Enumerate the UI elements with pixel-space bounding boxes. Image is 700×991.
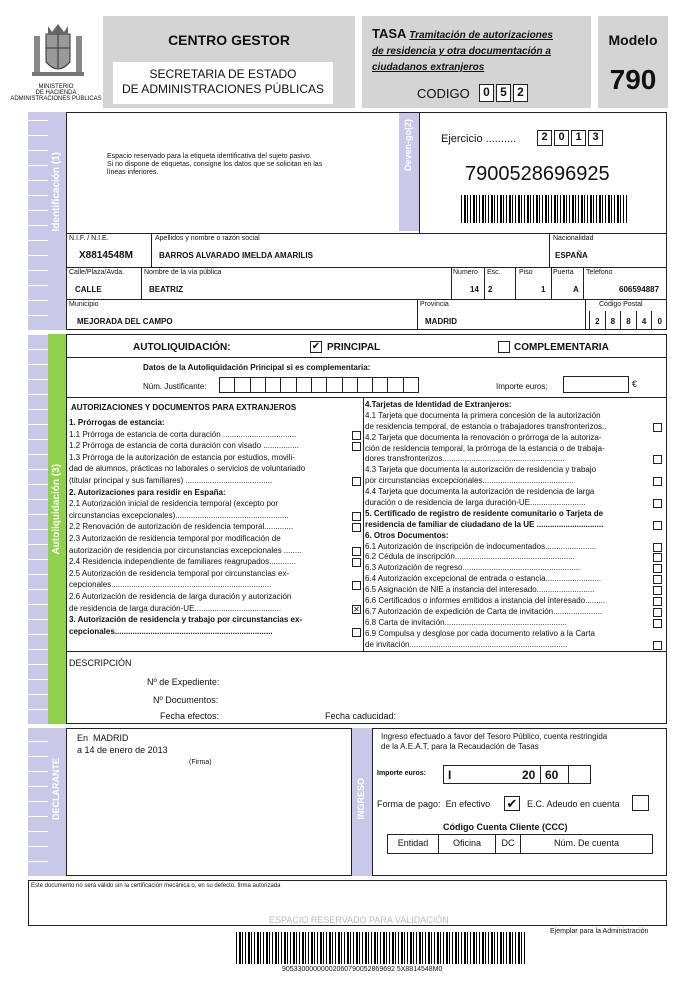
via-label: Nombre de la vía pública xyxy=(144,269,222,276)
ejercicio-label: Ejercicio .......... xyxy=(441,133,517,145)
justificante-number: 7900528696925 xyxy=(465,163,610,185)
item-checkbox[interactable] xyxy=(653,575,662,584)
item-label: duración o de residencia de larga duración-UE......................... xyxy=(365,498,586,508)
item-row xyxy=(365,497,664,508)
item-row xyxy=(69,568,363,580)
item-label: 6.2 Cédula de inscripción...................................................... xyxy=(365,552,575,562)
item-row xyxy=(69,475,363,487)
piso-value[interactable]: 1 xyxy=(541,285,546,294)
puerta-value[interactable]: A xyxy=(573,285,579,294)
ejercicio-digit: 2 xyxy=(537,130,552,146)
item-checkbox[interactable] xyxy=(352,558,361,567)
importe-complementaria-label: Importe euros: xyxy=(496,382,548,391)
item-label: 6.5 Asignación de NIE a instancia del interesado.......................... xyxy=(365,585,595,595)
tasa-panel xyxy=(362,16,591,108)
modelo-label: Modelo xyxy=(608,32,658,48)
item-label: 4.3 Tarjeta que documenta la autorización de residencia y trabajo xyxy=(365,465,597,475)
telefono-label: Teléfono xyxy=(586,269,613,276)
item-row xyxy=(365,639,664,650)
validez-note: Este documento no será válido sin la certificación mecánica o, en su defecto, firma autorizada xyxy=(31,883,281,889)
coat-of-arms-logo xyxy=(28,22,88,84)
centro-gestor-title: CENTRO GESTOR xyxy=(168,32,290,48)
item-label: 6.7 Autorización de expedición de Carta de invitación...................... xyxy=(365,606,603,616)
tasa-description: TASA Tramitación de autorizaciones de residencia y otra documentación a ciudadanos extranjeros xyxy=(372,26,553,73)
nombre-label: Apellidos y nombre o razón social xyxy=(155,235,260,242)
devengo-strip: Deven-go(2) xyxy=(399,113,419,231)
item-row xyxy=(69,487,363,499)
fecha-efectos-label: Fecha efectos: xyxy=(160,711,220,721)
label-note: Espacio reservado para la etiqueta identificativa del sujeto pasivo. Si no dispone de etiquetas, consigne los datos que se solicitan en las líneas inferiores. xyxy=(107,153,323,176)
item-label: por circunstancias excepcionales......................................... xyxy=(365,476,574,486)
item-row xyxy=(365,606,664,617)
item-label: 6.1 Autorización de inscripción de indocumentados....................... xyxy=(365,541,597,551)
numero-label: Numero xyxy=(453,269,478,276)
calle-value[interactable]: CALLE xyxy=(75,285,102,294)
item-row xyxy=(365,399,664,410)
adeudo-label: E.C. Adeudo en cuenta xyxy=(527,799,620,809)
item-checkbox[interactable] xyxy=(352,431,361,440)
validacion-label: ESPACIO RESERVADO PARA VALIDACIÓN xyxy=(269,915,449,925)
nif-label: N.I.F. / N.I.E. xyxy=(69,235,109,242)
autoliquidacion-strip: Autoliquidación (3) xyxy=(48,334,66,724)
declarante-fecha: a 14 de enero de 2013 xyxy=(77,745,168,755)
provincia-label: Provincia xyxy=(420,301,449,308)
item-row xyxy=(69,556,363,568)
ingreso-importe-field[interactable]: I 20 60 xyxy=(443,765,591,784)
telefono-value[interactable]: 606594887 xyxy=(619,285,660,294)
item-row xyxy=(365,551,664,562)
item-row xyxy=(69,452,363,464)
item-checkbox[interactable] xyxy=(653,553,662,562)
item-checkbox[interactable] xyxy=(352,523,361,532)
seal-strip xyxy=(28,728,48,876)
item-checkbox[interactable] xyxy=(352,581,361,590)
esc-value[interactable]: 2 xyxy=(488,285,493,294)
item-label: dad de alumnos, prácticas no laborales o servicios de voluntariado xyxy=(69,464,306,474)
item-row xyxy=(365,595,664,606)
autoliquidacion-section xyxy=(66,334,667,724)
item-label: 4.Tarjetas de Identidad de Extranjeros: xyxy=(365,400,512,409)
calle-label: Calle/Plaza/Avda. xyxy=(69,269,125,276)
item-checkbox[interactable] xyxy=(653,521,662,530)
item-row xyxy=(69,591,363,603)
item-label: 2.3 Autorización de residencia temporal por modificación de xyxy=(69,533,281,543)
municipio-value[interactable]: MEJORADA DEL CAMPO xyxy=(77,317,173,326)
right-items-list xyxy=(365,399,664,649)
item-row xyxy=(365,475,664,486)
item-row xyxy=(69,545,363,557)
codigo-digit: 2 xyxy=(513,84,528,102)
identificacion-strip: Identificación (1) xyxy=(48,112,66,330)
item-label: 4.4 Tarjeta que documenta la autorización de residencia de larga xyxy=(365,487,595,497)
identificacion-section xyxy=(66,112,667,330)
item-row xyxy=(69,614,363,626)
ingreso-note: Ingreso efectuado a favor del Tesoro Público, cuenta restringida de la A.E.A.T, para la Recaudación de Tasas xyxy=(381,732,608,751)
item-label: de residencia de larga duración-UE....................................... xyxy=(69,603,282,613)
item-row xyxy=(365,486,664,497)
left-heading: AUTORIZACIONES Y DOCUMENTOS PARA EXTRANJEROS xyxy=(71,403,297,412)
item-checkbox[interactable] xyxy=(352,477,361,486)
validacion-section xyxy=(28,880,667,926)
item-row xyxy=(365,541,664,552)
nif-value[interactable]: X8814548M xyxy=(79,250,133,261)
centro-gestor-value: SECRETARIA DE ESTADO DE ADMINISTRACIONES PÚBLICAS xyxy=(113,62,333,104)
item-row xyxy=(365,530,664,541)
barcode-number: 90533000000002060790052869692 5X8814548M0 xyxy=(282,966,443,973)
item-checkbox[interactable] xyxy=(653,641,662,650)
item-row xyxy=(69,533,363,545)
complementaria-label: COMPLEMENTARIA xyxy=(514,342,609,353)
item-label: 1.2 Prórroga de estancia de corta duración con visado ................ xyxy=(69,441,299,451)
datos-complementaria-label: Datos de la Autoliquidación Principal si es complementaria: xyxy=(143,363,371,372)
item-checkbox[interactable] xyxy=(653,564,662,573)
item-row xyxy=(365,464,664,475)
item-label: 6.9 Compulsa y desglose por cada documento relativo a la Carta xyxy=(365,628,595,638)
via-value[interactable]: BEATRIZ xyxy=(149,285,184,294)
item-row xyxy=(365,573,664,584)
num-justificante-input[interactable] xyxy=(219,377,419,393)
left-items-list xyxy=(69,417,363,637)
ministerio-label: MINISTERIO DE HACIENDA ADMINISTRACIONES PÚBLICAS xyxy=(10,84,102,102)
documentos-label: Nº Documentos: xyxy=(153,695,219,705)
modelo-number: 790 xyxy=(609,64,657,95)
codigo-digit: 5 xyxy=(496,84,511,102)
item-row xyxy=(69,579,363,591)
euro-symbol: € xyxy=(632,379,638,389)
ejercicio-digit: 0 xyxy=(554,130,569,146)
ingreso-strip: INGRESO xyxy=(352,728,372,876)
item-checkbox[interactable] xyxy=(352,512,361,521)
descripcion-label: DESCRIPCIÓN xyxy=(69,658,132,668)
item-row xyxy=(365,584,664,595)
item-checkbox[interactable] xyxy=(653,608,662,617)
item-row xyxy=(69,498,363,510)
importe-complementaria-input[interactable] xyxy=(563,376,629,393)
item-checkbox[interactable] xyxy=(653,597,662,606)
item-checkbox[interactable] xyxy=(352,547,361,556)
seal-strip xyxy=(28,334,48,724)
ingreso-importe-label: Importe euros: xyxy=(377,770,427,777)
item-row xyxy=(69,521,363,533)
ingreso-section xyxy=(372,728,667,876)
complementaria-checkbox[interactable] xyxy=(498,341,510,353)
esc-label: Esc. xyxy=(487,269,501,276)
item-checkbox[interactable]: ✕ xyxy=(353,604,360,614)
adeudo-checkbox[interactable] xyxy=(632,795,649,811)
puerta-label: Puerta xyxy=(553,269,574,276)
declarante-strip: DECLARANTE xyxy=(48,728,66,876)
item-row xyxy=(69,626,363,638)
provincia-value[interactable]: MADRID xyxy=(425,317,457,326)
num-justificante-label: Núm. Justificante: xyxy=(143,382,207,391)
item-row xyxy=(69,417,363,429)
item-label: residencia de familiar de ciudadano de la UE .............................. xyxy=(365,519,604,529)
item-label: 6.6 Certificados o informes emitidos a instancia del interesado......... xyxy=(365,596,606,606)
item-row xyxy=(365,562,664,573)
centro-gestor-panel xyxy=(103,16,355,108)
declarante-section xyxy=(66,728,352,876)
item-checkbox[interactable] xyxy=(653,543,662,552)
item-label: 6.4 Autorización excepcional de entrada o estancia......................... xyxy=(365,574,602,584)
item-row xyxy=(365,453,664,464)
item-checkbox[interactable] xyxy=(653,477,662,486)
item-label: 6.3 Autorización de regreso..................................................... xyxy=(365,563,581,573)
piso-label: Piso xyxy=(519,269,533,276)
codigo-label: CODIGO xyxy=(417,86,470,101)
item-row xyxy=(365,519,664,530)
forma-pago-label: Forma de pago: En efectivo xyxy=(377,799,491,809)
item-label: 1. Prórrogas de estancia: xyxy=(69,418,165,427)
item-row xyxy=(69,440,363,452)
item-label: 6.8 Carta de invitación....................................................... xyxy=(365,617,567,627)
nacionalidad-value[interactable]: ESPAÑA xyxy=(555,251,588,260)
item-label: 6. Otros Documentos: xyxy=(365,530,449,540)
ejercicio-digit: 3 xyxy=(588,130,603,146)
item-checkbox[interactable] xyxy=(653,586,662,595)
item-label: 2.4 Residencia independiente de familiares reagrupados............ xyxy=(69,557,296,567)
municipio-label: Municipio xyxy=(69,301,99,308)
principal-label: PRINCIPAL xyxy=(327,342,381,353)
item-checkbox[interactable] xyxy=(352,628,361,637)
item-checkbox[interactable] xyxy=(653,619,662,628)
ejemplar-label: Ejemplar para la Administración xyxy=(550,928,649,935)
cp-label: Código Postal xyxy=(599,301,643,308)
item-label: cepcionales........................................................................ xyxy=(69,580,272,590)
cp-digits[interactable]: 2 8 8 4 0 xyxy=(589,311,667,329)
item-checkbox[interactable] xyxy=(653,499,662,508)
item-label: 2.1 Autorización inicial de residencia temporal (excepto por xyxy=(69,499,279,509)
nacionalidad-label: Nacionalidad xyxy=(553,235,594,242)
autoliquidacion-title: AUTOLIQUIDACIÓN: xyxy=(133,342,231,353)
item-label: 3. Autorización de residencia y trabajo por circunstancias ex- xyxy=(69,615,303,625)
item-label: 2.5 Autorización de residencia temporal por circunstancias ex- xyxy=(69,568,290,578)
codigo-digit: 0 xyxy=(479,84,494,102)
declarante-ciudad: En MADRID xyxy=(77,733,129,743)
item-checkbox[interactable] xyxy=(352,442,361,451)
item-row xyxy=(69,429,363,441)
item-label: 2.6 Autorización de residencia de larga duración y autorización xyxy=(69,591,292,601)
item-row xyxy=(365,443,664,454)
coat-of-arms-icon xyxy=(28,22,88,84)
footer-barcode xyxy=(236,932,526,964)
modelo-panel xyxy=(598,16,668,108)
ccc-table[interactable]: Entidad Oficina DC Núm. De cuenta xyxy=(387,834,653,854)
item-checkbox[interactable] xyxy=(653,455,662,464)
item-label: 4.1 Tarjeta que documenta la primera concesión de la autorización xyxy=(365,410,601,420)
item-label: (titular principal y sus familiares) ....................................... xyxy=(69,475,273,485)
item-label: ción de residencia temporal, la prórroga de la estancia o de trabaja- xyxy=(365,443,605,453)
numero-value[interactable]: 14 xyxy=(470,285,479,294)
item-checkbox[interactable] xyxy=(653,423,662,432)
item-row xyxy=(365,628,664,639)
fecha-caducidad-label: Fecha caducidad: xyxy=(325,711,397,721)
item-row xyxy=(69,510,363,522)
item-label: de residencia temporal, de estancia o trabajadores transfronterizos.. xyxy=(365,421,607,431)
item-row xyxy=(69,463,363,475)
item-label: 2. Autorizaciones para residir en España: xyxy=(69,487,226,497)
nombre-value[interactable]: BARROS ALVARADO IMELDA AMARILIS xyxy=(159,251,313,260)
item-label: dores transfronterizos....................................................... xyxy=(365,454,565,464)
item-label: autorización de residencia por circunstancias excepcionales ........ xyxy=(69,545,302,555)
item-row xyxy=(365,508,664,519)
item-row xyxy=(365,410,664,421)
justificante-barcode xyxy=(461,195,627,223)
item-row xyxy=(365,617,664,628)
item-row xyxy=(365,432,664,443)
item-label: circunstancias excepcionales)................................................... xyxy=(69,510,289,520)
principal-checkbox[interactable]: ✔ xyxy=(311,341,321,352)
seal-strip xyxy=(28,112,48,330)
item-label: 5. Certificado de registro de residente comunitario o Tarjeta de xyxy=(365,508,604,518)
item-label: 1.1 Prórroga de estancia de corta duración ................................. xyxy=(69,429,297,439)
expediente-label: Nº de Expediente: xyxy=(147,677,220,687)
firma-label: (Firma) xyxy=(189,759,212,766)
item-label: cepcionales....................................................................... xyxy=(69,626,273,636)
ccc-title: Código Cuenta Cliente (CCC) xyxy=(443,822,568,832)
item-row xyxy=(69,603,363,615)
ejercicio-digit: 1 xyxy=(571,130,586,146)
item-label: 1.3 Prórroga de la autorización de estancia por estudios, movili- xyxy=(69,452,295,462)
efectivo-checkbox[interactable]: ✔ xyxy=(504,796,520,811)
item-label: de invitación....................................................................... xyxy=(365,639,568,649)
item-label: 4.2 Tarjeta que documenta la renovación o prórroga de la autoriza- xyxy=(365,432,602,442)
item-row xyxy=(365,421,664,432)
item-label: 2.2 Renovación de autorización de residencia temporal............. xyxy=(69,522,294,532)
